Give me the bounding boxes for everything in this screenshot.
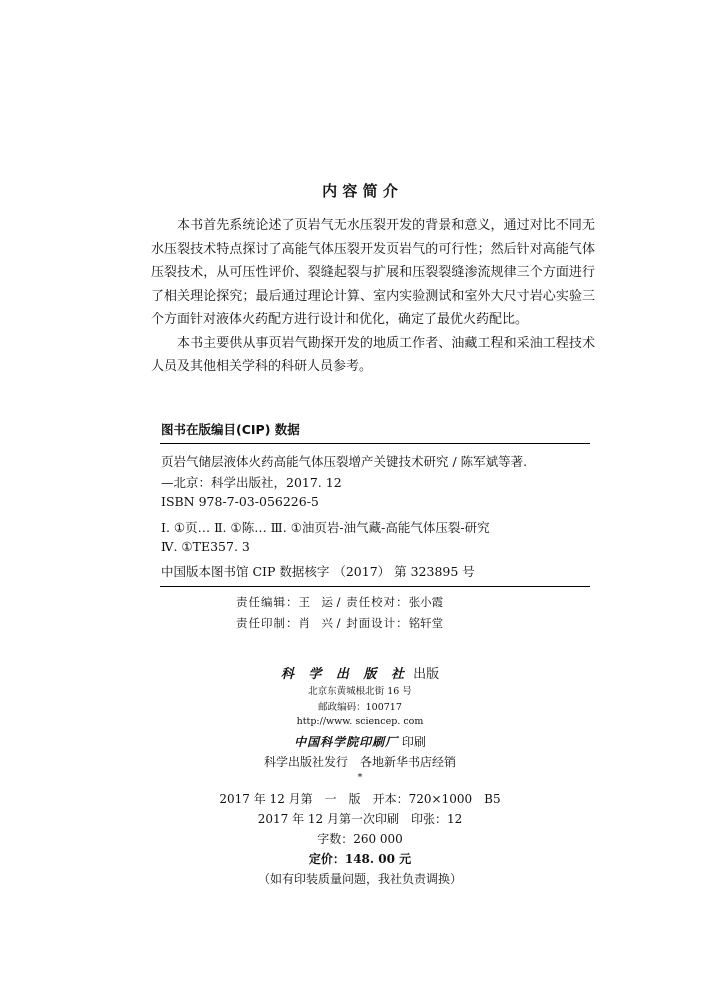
- separator-mark: *: [357, 772, 363, 783]
- cip-isbn: ISBN 978-7-03-056226-5: [161, 494, 319, 509]
- responsibility-row: [236, 594, 443, 610]
- publisher-line: [0, 663, 720, 682]
- summary-paragraph: 本书主要供从事页岩气勘探开发的地质工作者、油藏工程和采油工程技术人员及其他相关学科的科研人员参考。: [151, 335, 595, 374]
- word-count: 字数：260 000: [317, 832, 403, 846]
- printer-action: 印刷: [401, 735, 426, 749]
- cip-publication-line: —北京：科学出版社，2017. 12: [161, 475, 342, 490]
- responsibility-row: [236, 615, 443, 631]
- publisher-action: 出版: [413, 667, 440, 682]
- summary-paragraph: 本书首先系统论述了页岩气无水压裂开发的背景和意义，通过对比不同无水压裂技术特点探讨了高能气体压裂开发页岩气的可行性；然后针对高能气体压裂技术，从可压性评价、裂缝起裂与扩展和压裂裂缝渗流规律三个方面进行了相关理论探究；最后通过理论计算、室内实验测试和室外大尺寸岩心实验三个方面针对液体火药配方进行设计和优化，确定了最优火药配比。: [151, 218, 595, 327]
- print-manager-name: 肖 兴: [298, 616, 333, 630]
- edition-line: 2017 年 12 月第 一 版 开本：720×1000 B5: [219, 792, 501, 806]
- publisher-address: 北京东黄城根北街 16 号: [308, 686, 412, 697]
- printer-line: [0, 733, 720, 750]
- publisher-url: http://www. sciencep. com: [296, 716, 424, 727]
- cip-bottom-divider: [160, 586, 590, 587]
- summary-title: 内 容 简 介: [322, 182, 398, 200]
- cip-title-line: 页岩气储层液体火药高能气体压裂增产关键技术研究 / 陈军斌等著.: [161, 454, 528, 469]
- cip-heading: 图书在版编目(CIP) 数据: [161, 422, 300, 437]
- cover-designer-label: / 封面设计：: [336, 616, 409, 630]
- proofreader-label: / 责任校对：: [336, 595, 409, 609]
- cip-record-number: 中国版本图书馆 CIP 数据核字 （2017） 第 323895 号: [161, 564, 475, 579]
- publisher-name: 科 学 出 版 社: [280, 667, 409, 682]
- cip-classification: Ⅰ. ①页… Ⅱ. ①陈… Ⅲ. ①油页岩-油气藏-高能气体压裂-研究: [161, 520, 490, 535]
- price-line: [0, 850, 720, 867]
- distribution-line: 科学出版社发行 各地新华书店经销: [263, 755, 456, 769]
- printing-line: 2017 年 12 月第一次印刷 印张：12: [257, 812, 463, 826]
- price-value: 148. 00 元: [344, 852, 412, 866]
- summary-body: [151, 214, 595, 379]
- price-label: 定价：: [308, 852, 345, 866]
- cip-divider: [160, 443, 590, 444]
- proofreader-name: 张小霞: [408, 595, 444, 609]
- editor-label: 责任编辑：: [236, 595, 299, 609]
- quality-note: （如有印装质量问题，我社负责调换）: [257, 872, 462, 886]
- publisher-postcode: 邮政编码：100717: [318, 702, 402, 713]
- cover-designer-name: 铭轩堂: [408, 616, 444, 630]
- editor-name: 王 运: [298, 595, 333, 609]
- cip-classification-number: Ⅳ. ①TE357. 3: [161, 539, 250, 554]
- printer-name: 中国科学院印刷厂: [294, 735, 399, 749]
- print-manager-label: 责任印制：: [236, 616, 299, 630]
